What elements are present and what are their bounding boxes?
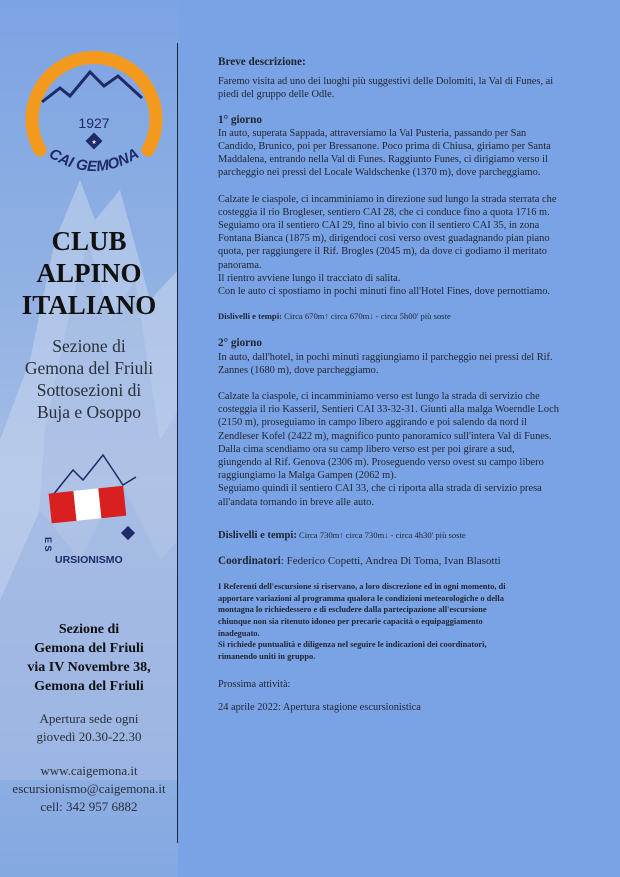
svg-text:CAI GEMONA: CAI GEMONA	[46, 145, 142, 176]
prossima-attivita-value: 24 aprile 2022: Apertura stagione escursionistica	[218, 701, 421, 713]
svg-text:1927: 1927	[78, 115, 110, 131]
contacts	[0, 762, 178, 816]
giorno1-title: 1° giorno	[218, 113, 262, 126]
opening-hours: Apertura sede ogni giovedì 20.30-22.30	[36, 711, 142, 744]
breve-text: Faremo visita ad uno dei luoghi più suggestivi delle Dolomiti, la Val di Funes, ai piedi del gruppo delle Odle.	[218, 76, 554, 101]
giorno2-dislivelli: Dislivelli e tempi: Circa 730m↑ circa 730m↓ - circa 4h30' più soste	[218, 529, 466, 541]
cai-escursionismo-logo	[43, 455, 138, 570]
svg-text:URSIONISMO: URSIONISMO	[55, 554, 123, 566]
giorno1-dislivelli: Dislivelli e tempi: Circa 670m↑ circa 670m↓ - circa 5h00' più soste	[218, 311, 451, 322]
svg-text:E S: E S	[43, 537, 53, 552]
website-link[interactable]: www.caigemona.it	[40, 763, 138, 778]
club-alpino-title: CLUB ALPINO ITALIANO	[21, 226, 157, 320]
giorno2-para2: Calzate la ciaspole, ci incamminiamo verso est lungo la strada di servizio che costeggia il rio Kasseril, Sentieri CAI 33-32-31. Giunti alla malga Woerndle Loch (2150 m), proseguiamo in campo libero aggirando e poi salendo da nord il Zendleser Kofel (2422 m), magnifico punto panoramico sull'intera Val di Funes. Dalla cima scendiamo ora su camp libero verso est per poi girare a sud, giungendo al Rif. Genova (2306 m). Proseguendo verso ovest su campo libero raggiungiamo la Malga Gampen (2062 m). Seguiamo quindi il sentiero CAI 33, che ci riporta alla strada di servizio presa all'andata tornando in breve alle auto.	[218, 391, 559, 508]
giorno2-para1: In auto, dall'hotel, in pochi minuti raggiungiamo il parcheggio nei pressi del Rif. Zannes (1680 m), dove parcheggiamo.	[218, 351, 553, 376]
breve-title: Breve descrizione:	[218, 56, 306, 68]
prossima-attivita-label: Prossima attività:	[218, 679, 291, 691]
left-panel	[0, 0, 178, 877]
sezione-info: Sezione di Gemona del Friuli Sottosezioni di Buja e Osoppo	[24, 336, 154, 422]
sede-address: Sezione di Gemona del Friuli via IV Novembre 38, Gemona del Friuli	[27, 622, 151, 694]
email-link[interactable]: escursionismo@caigemona.it	[12, 781, 166, 796]
vertical-divider	[177, 43, 178, 843]
coordinatori: Coordinatori: Federico Copetti, Andrea Di Toma, Ivan Blasotti	[218, 555, 501, 568]
main-content	[218, 56, 580, 714]
cai-gemona-logo	[20, 40, 168, 190]
svg-text:★: ★	[91, 140, 97, 146]
giorno1-para2: Calzate le ciaspole, ci incamminiamo in direzione sud lungo la strada sterrata che costeggia il rio Brogleser, sentiero CAI 28, che ci conduce fino a quota 1716 m. Seguiamo ora il sentiero CAI 29, fino al bivio con il sentiero CAI 35, in zona Fontana Bianca (1875 m), dirigendoci così verso ovest guadagnando pian piano quota, per raggiungere il Rif. Brogles (2045 m), da dove ci godiamo il meritato panorama. Il rientro avviene lungo il tracciato di salita. Con le auto ci spostiamo in pochi minuti fino all'Hotel Fines, dove pernottiamo.	[218, 193, 557, 298]
disclaimer-notice: I Referenti dell'escursione si riservano, a loro discrezione ed in ogni momento, di apportare variazioni al programma qualora le condizioni meteorologiche o della montagna lo richiedessero e di escludere dalla partecipazione all'escursione chiunque non sia ritenuto idoneo per precarie capacità o equipaggiamento inadeguato. Si richiede puntualità e diligenza nel seguire le indicazioni dei coordinatori, rimanendo uniti in gruppo.	[218, 582, 506, 661]
giorno1-para1: In auto, superata Sappada, attraversiamo la Val Pusteria, passando per San Candido, Brunico, poi per Bressanone. Poco prima di Chiusa, giriamo per Santa Maddalena, entrando nella Val di Funes. Raggiunto Funes, ci dirigiamo verso il parcheggio nei pressi del Locale Waldschenke (1370 m), dove parcheggiamo.	[218, 127, 551, 179]
giorno2-title: 2° giorno	[218, 337, 262, 350]
phone-number: cell: 342 957 6882	[40, 799, 138, 814]
